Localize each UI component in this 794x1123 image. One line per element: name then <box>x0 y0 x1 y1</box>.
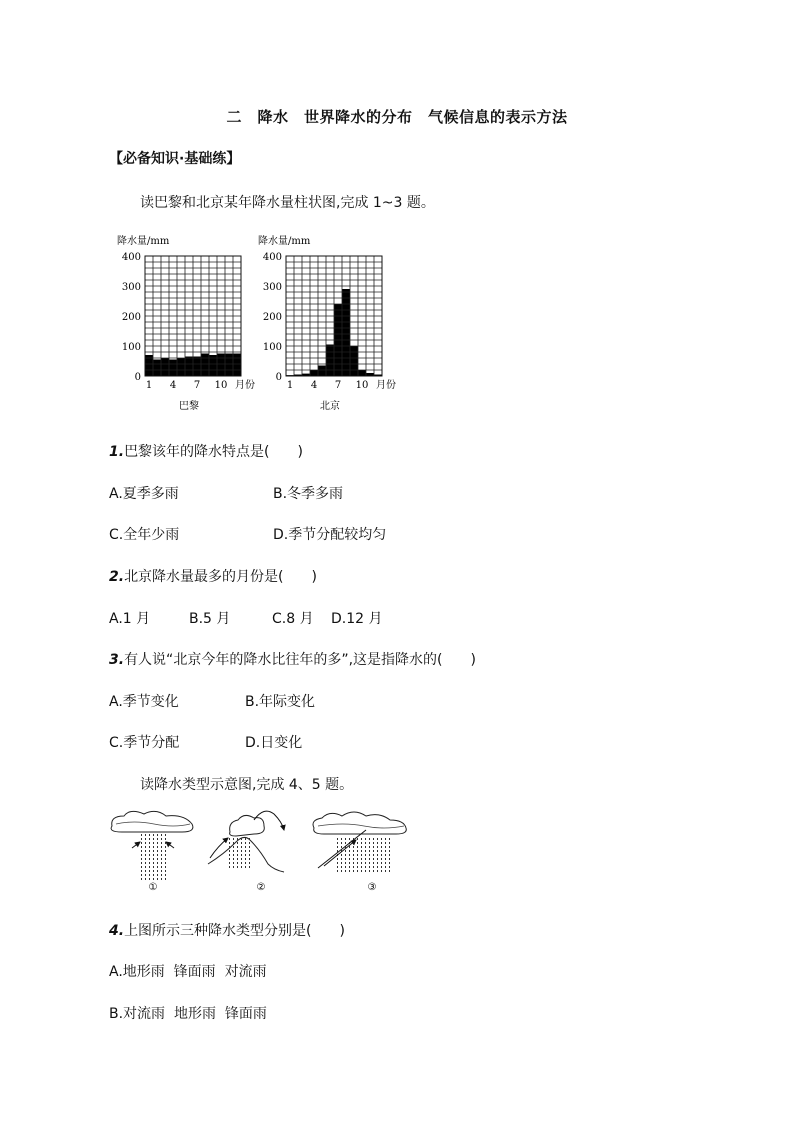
y-tick-label: 100 <box>262 342 282 353</box>
x-tick-label: 1 <box>145 380 153 391</box>
question-number: 3. <box>109 652 125 668</box>
x-tick-label: 10 <box>355 380 369 391</box>
x-tick-label: 4 <box>169 380 177 391</box>
section-heading: 【必备知识·基础练】 <box>109 151 241 167</box>
option-2c[interactable]: C.8 月 <box>272 611 314 627</box>
x-tick-label: 4 <box>310 380 318 391</box>
x-tick-label: 1 <box>286 380 294 391</box>
bar <box>358 370 366 376</box>
option-2a[interactable]: A.1 月 <box>109 611 151 627</box>
option-3b[interactable]: B.年际变化 <box>245 694 316 710</box>
bar <box>225 354 233 377</box>
bar <box>185 357 193 377</box>
bar <box>233 354 241 377</box>
x-axis-label: 月份 <box>235 380 255 391</box>
question-number: 4. <box>109 923 125 939</box>
y-tick-label: 0 <box>275 372 282 383</box>
question-3 <box>109 649 476 669</box>
bar <box>342 289 350 376</box>
x-tick-label: 7 <box>193 380 201 391</box>
precipitation-charts <box>112 228 412 418</box>
question-2 <box>109 566 317 586</box>
x-axis-label: 月份 <box>376 380 396 391</box>
paris-chart <box>117 234 255 412</box>
y-axis-label: 降水量/mm <box>117 236 170 247</box>
option-2b[interactable]: B.5 月 <box>189 611 231 627</box>
y-tick-label: 200 <box>262 312 282 323</box>
diagram-label-3: ③ <box>367 882 377 893</box>
bar <box>193 357 201 377</box>
question-1 <box>109 441 303 461</box>
option-2d[interactable]: D.12 月 <box>331 611 383 627</box>
beijing-chart <box>258 234 396 412</box>
bar <box>177 358 185 376</box>
bar <box>350 346 358 376</box>
y-tick-label: 400 <box>262 252 282 263</box>
option-4b[interactable]: B.对流雨 地形雨 锋面雨 <box>109 1006 267 1022</box>
question-4 <box>109 920 345 940</box>
page-title: 二 降水 世界降水的分布 气候信息的表示方法 <box>226 108 568 126</box>
bar <box>326 345 334 377</box>
option-1c[interactable]: C.全年少雨 <box>109 527 180 543</box>
bar <box>318 366 326 377</box>
bar <box>153 360 161 377</box>
y-tick-label: 200 <box>121 312 141 323</box>
y-tick-label: 300 <box>121 282 141 293</box>
option-1a[interactable]: A.夏季多雨 <box>109 486 179 502</box>
question-text: 上图所示三种降水类型分别是( ) <box>124 923 345 939</box>
question-number: 2. <box>109 569 125 585</box>
intro-diagram: 读降水类型示意图,完成 4、5 题。 <box>140 777 354 793</box>
orographic-rain-icon <box>208 811 284 893</box>
y-tick-label: 100 <box>121 342 141 353</box>
option-1b[interactable]: B.冬季多雨 <box>273 486 344 502</box>
option-3c[interactable]: C.季节分配 <box>109 735 180 751</box>
convection-rain-icon <box>111 811 193 893</box>
bar <box>161 358 169 376</box>
bar <box>169 360 177 377</box>
x-tick-label: 7 <box>334 380 342 391</box>
y-axis-label: 降水量/mm <box>258 236 311 247</box>
option-1d[interactable]: D.季节分配较均匀 <box>273 527 387 543</box>
bar <box>201 354 209 377</box>
y-tick-label: 400 <box>121 252 141 263</box>
chart-caption: 巴黎 <box>179 401 199 412</box>
option-4a[interactable]: A.地形雨 锋面雨 对流雨 <box>109 964 267 980</box>
question-text: 有人说“北京今年的降水比往年的多”,这是指降水的( ) <box>124 652 476 668</box>
y-tick-label: 0 <box>134 372 141 383</box>
chart-caption: 北京 <box>320 401 340 412</box>
question-text: 巴黎该年的降水特点是( ) <box>124 444 303 460</box>
rainfall-types-diagram <box>104 806 414 896</box>
question-number: 1. <box>109 444 125 460</box>
y-tick-label: 300 <box>262 282 282 293</box>
diagram-label-1: ① <box>148 882 158 893</box>
frontal-rain-icon <box>313 812 406 893</box>
bar <box>217 354 225 377</box>
question-text: 北京降水量最多的月份是( ) <box>124 569 317 585</box>
x-tick-label: 10 <box>214 380 228 391</box>
option-3a[interactable]: A.季节变化 <box>109 694 179 710</box>
diagram-label-2: ② <box>256 882 266 893</box>
bar <box>310 370 318 376</box>
option-3d[interactable]: D.日变化 <box>245 735 303 751</box>
intro-charts: 读巴黎和北京某年降水量柱状图,完成 1~3 题。 <box>140 195 435 211</box>
